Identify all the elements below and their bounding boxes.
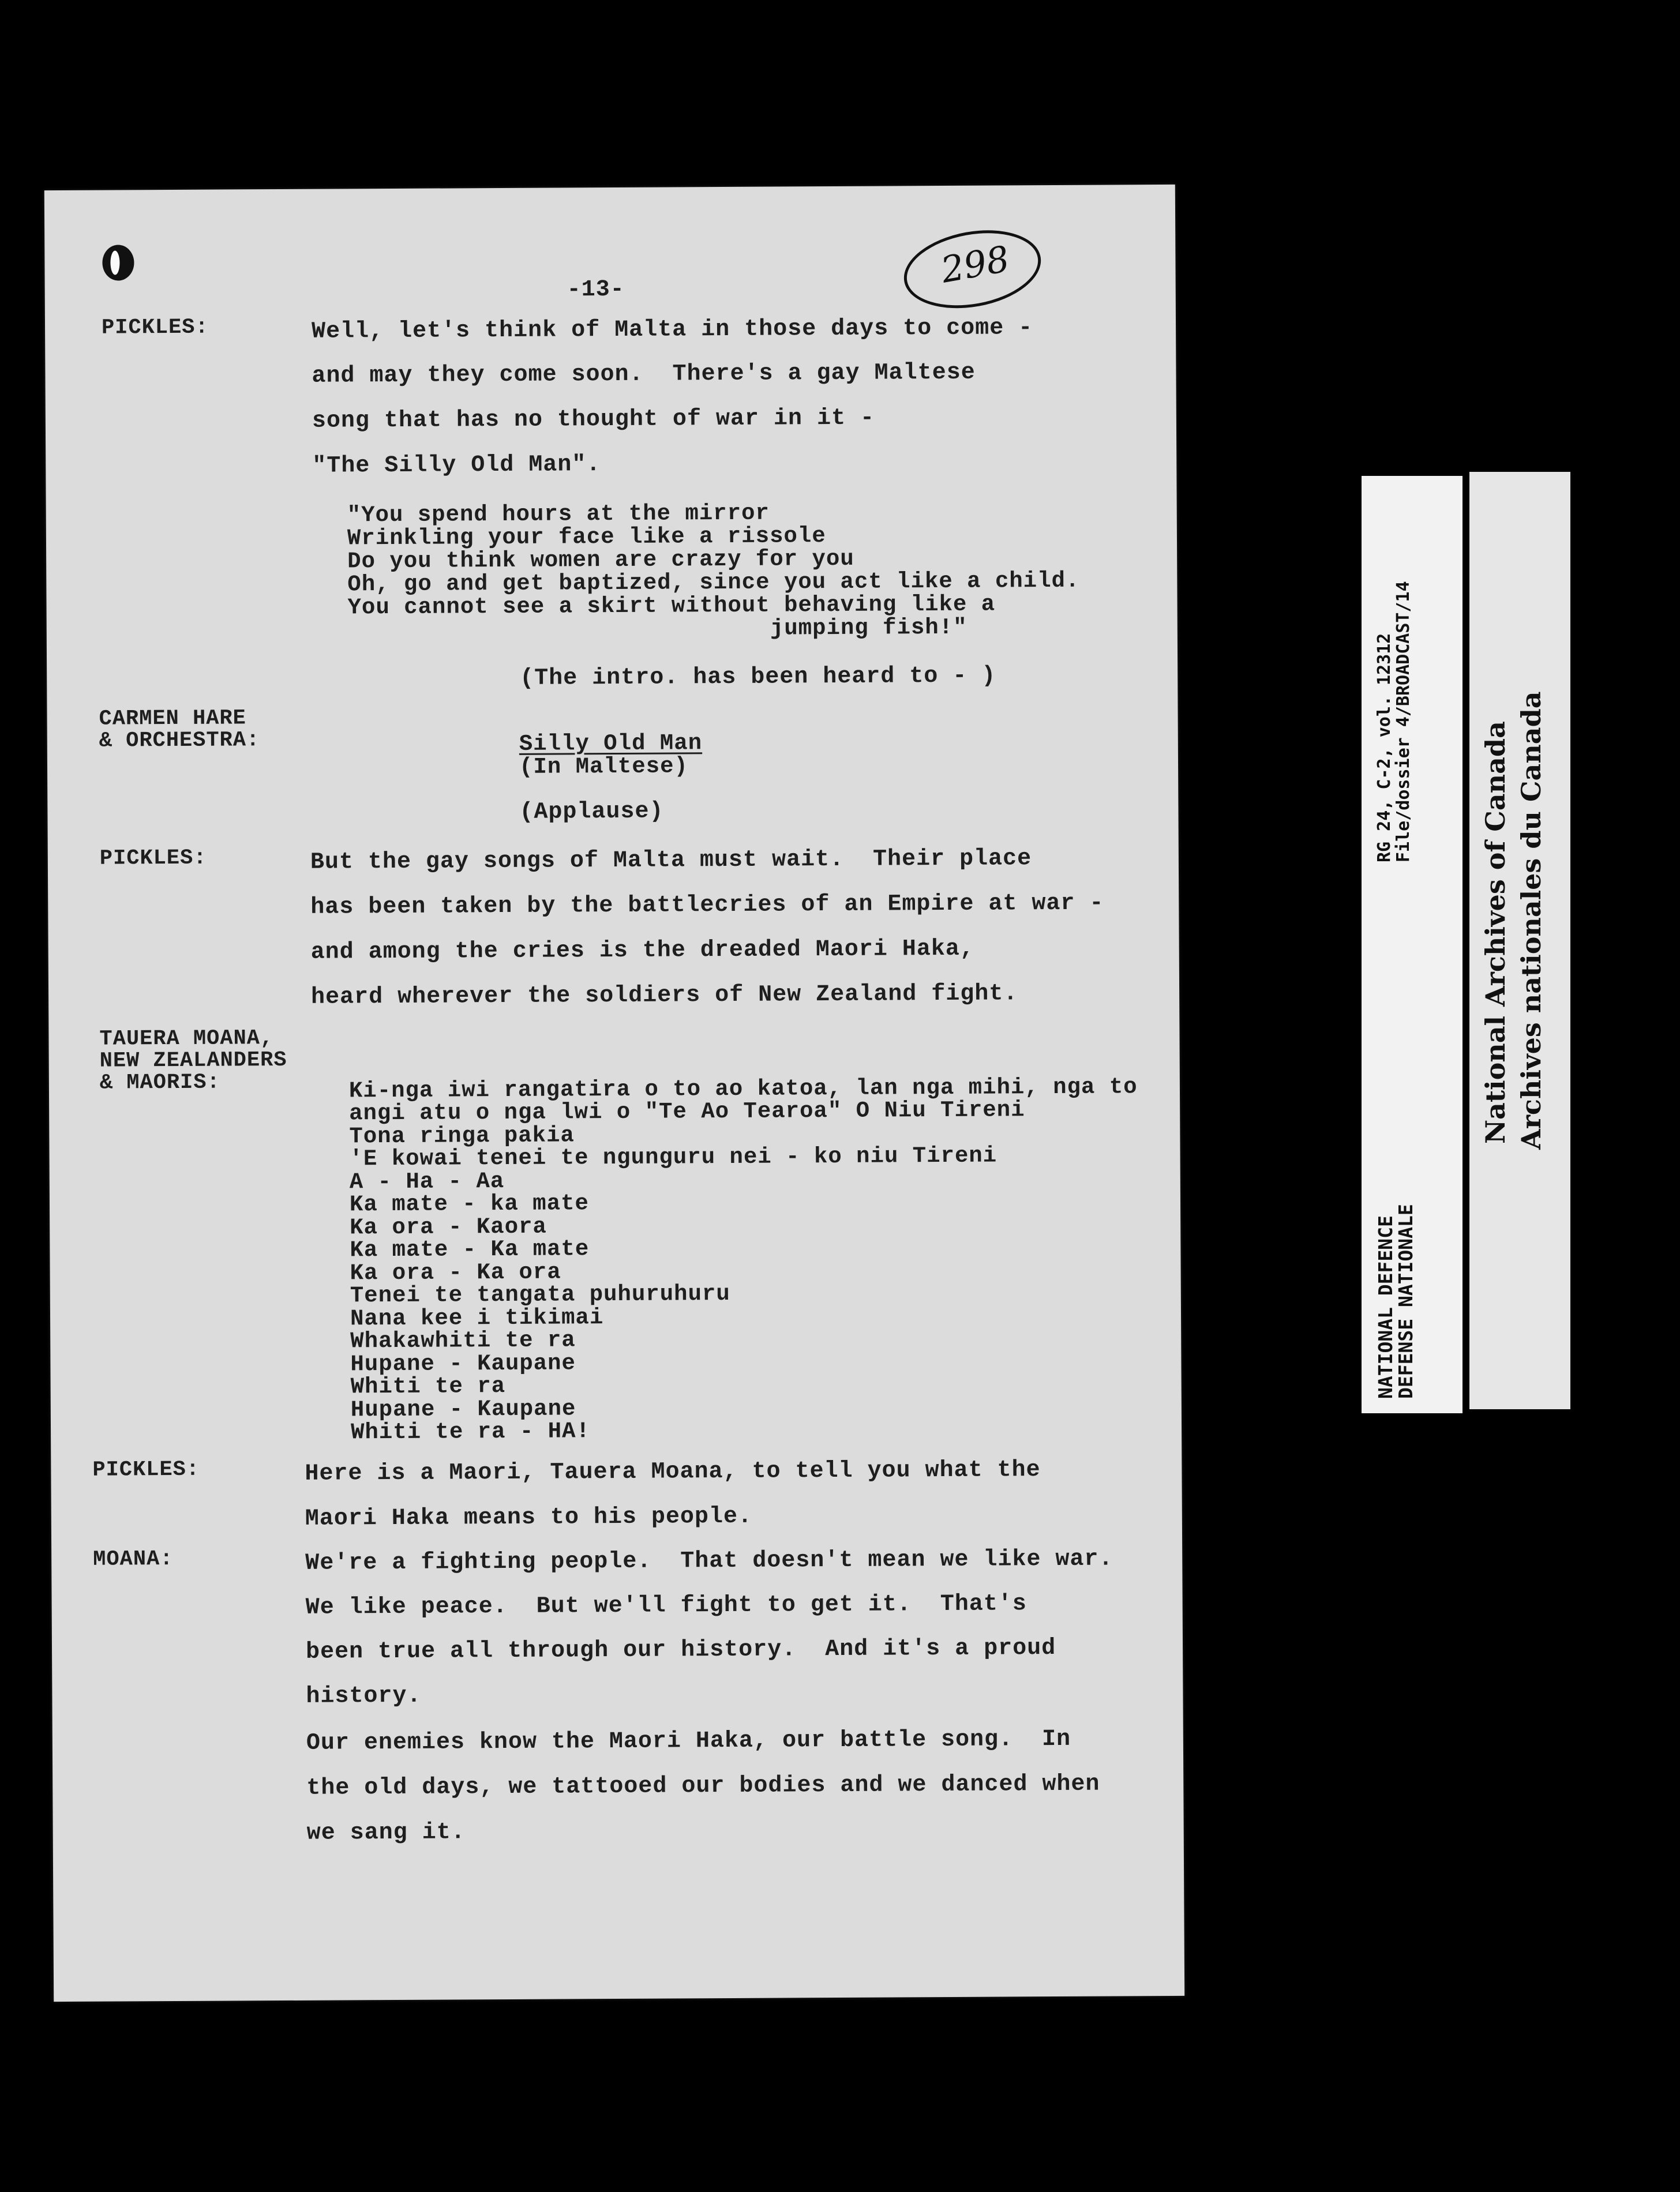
lyric-line: Wrinkling your face like a rissole <box>347 523 826 551</box>
speaker-label: PICKLES: <box>92 1457 200 1482</box>
script-page <box>44 185 1184 2002</box>
punch-hole-icon <box>102 245 134 280</box>
haka-line: Whakawhiti te ra <box>350 1327 576 1354</box>
song-title: Silly Old Man <box>519 730 703 757</box>
label-divider <box>1462 476 1469 1413</box>
dialogue-line: has been taken by the battlecries of an Empire at war - <box>310 890 1104 921</box>
song-language: (In Maltese) <box>519 753 689 780</box>
dialogue-line: "The Silly Old Man". <box>312 452 601 479</box>
dialogue-line: and may they come soon. There's a gay Maltese <box>312 359 976 389</box>
dialogue-line: song that has no thought of war in it - <box>312 405 875 434</box>
dialogue-line: Our enemies know the Maori Haka, our battle song. In <box>306 1726 1071 1756</box>
haka-line: Tona ringa pakia <box>349 1123 575 1150</box>
haka-line: Tenei te tangata puhuruhuru <box>350 1281 730 1309</box>
lyric-line: jumping fish!" <box>347 614 967 644</box>
dialogue-line: history. <box>306 1683 422 1710</box>
archives-name-fr: Archives nationales du Canada <box>1516 691 1547 1150</box>
haka-line: 'E kowai tenei te ngunguru nei - ko niu Tireni <box>349 1143 997 1172</box>
speaker-label: PICKLES: <box>101 315 209 340</box>
archive-reference-label <box>1362 476 1462 1413</box>
applause-cue: (Applause) <box>519 798 664 825</box>
haka-line: Ka mate - Ka mate <box>350 1236 590 1263</box>
speaker-label: MOANA: <box>93 1547 174 1572</box>
handwritten-page-number: 298 <box>898 220 1047 318</box>
reference-line: RG 24, C-2, vol. 12312 <box>1374 633 1394 862</box>
haka-line: Hupane - Kaupane <box>350 1396 576 1423</box>
lyric-line: "You spend hours at the mirror <box>347 500 770 528</box>
archives-label <box>1469 472 1570 1409</box>
dialogue-line: the old days, we tattooed our bodies and we danced when <box>306 1771 1100 1801</box>
dialogue-line: Here is a Maori, Tauera Moana, to tell you what the <box>305 1457 1041 1487</box>
department-line: DEFENSE NATIONALE <box>1394 1204 1417 1399</box>
stage-cue: (The intro. has been heard to - ) <box>520 663 996 692</box>
lyric-line: You cannot see a skirt without behaving like a <box>347 591 996 621</box>
haka-line: Ka ora - Ka ora <box>350 1259 561 1286</box>
page-number: -13- <box>567 276 625 303</box>
department-line: NATIONAL DEFENCE <box>1374 1215 1397 1399</box>
dialogue-line: heard wherever the soldiers of New Zealand fight. <box>311 981 1018 1011</box>
haka-line: Ka ora - Kaora <box>350 1214 547 1241</box>
reference-line: File/dossier 4/BROADCAST/14 <box>1393 581 1413 862</box>
haka-line: Ki-nga iwi rangatira o to ao katoa, lan nga mihi, nga to <box>348 1074 1138 1104</box>
speaker-label: CARMEN HARE & ORCHESTRA: <box>99 706 260 753</box>
lyric-line: Do you think women are crazy for you <box>347 546 854 575</box>
dialogue-line: we sang it. <box>306 1819 466 1846</box>
dialogue-line: Well, let's think of Malta in those days to come - <box>311 315 1033 345</box>
dialogue-line: But the gay songs of Malta must wait. Their place <box>310 846 1032 876</box>
haka-line: A - Ha - Aa <box>349 1169 505 1195</box>
haka-line: Nana kee i tikimai <box>350 1305 604 1332</box>
dialogue-line: We're a fighting people. That doesn't mean we like war. <box>305 1546 1113 1577</box>
haka-line: Ka mate - ka mate <box>349 1191 589 1218</box>
archives-name-en: National Archives of Canada <box>1480 721 1511 1144</box>
haka-line: Hupane - Kaupane <box>350 1350 576 1377</box>
haka-line: angi atu o nga lwi o "Te Ao Tearoa" O Niu Tireni <box>349 1097 1025 1127</box>
haka-line: Whiti te ra - HA! <box>350 1418 591 1446</box>
dialogue-line: We like peace. But we'll fight to get it. That's <box>305 1591 1027 1621</box>
haka-line: Whiti te ra <box>350 1373 506 1400</box>
dialogue-line: and among the cries is the dreaded Maori Haka, <box>310 936 975 966</box>
dialogue-line: been true all through our history. And it's a proud <box>305 1635 1056 1665</box>
lyric-line: Oh, go and get baptized, since you act like a child. <box>347 568 1080 598</box>
speaker-label: TAUERA MOANA, NEW ZEALANDERS & MAORIS: <box>99 1026 287 1095</box>
speaker-label: PICKLES: <box>99 846 207 871</box>
dialogue-line: Maori Haka means to his people. <box>305 1503 753 1532</box>
